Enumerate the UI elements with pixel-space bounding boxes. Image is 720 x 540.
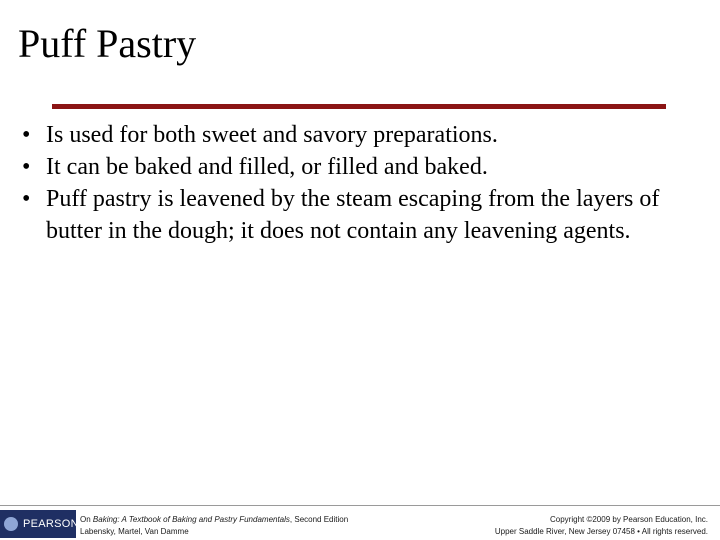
bullet-item [22, 119, 702, 151]
bullet-icon: • [22, 186, 31, 212]
pearson-logo [0, 510, 79, 538]
book-authors: Labensky, Martel, Van Damme [80, 527, 189, 536]
copyright-text: Copyright ©2009 by Pearson Education, Inc. [550, 515, 708, 524]
bullet-item [22, 183, 702, 247]
bullet-icon: • [22, 122, 31, 148]
pearson-logo-text: PEARSON [23, 518, 79, 530]
bullet-text: Is used for both sweet and savory preparations. [46, 122, 498, 148]
title-underline [52, 104, 666, 109]
book-edition: , Second Edition [289, 515, 349, 524]
bullet-text: Puff pastry is leavened by the steam escaping from the layers of butter in the dough; it does not contain any leavening agents. [46, 186, 660, 244]
book-citation [80, 514, 348, 526]
footer-citation [80, 514, 348, 538]
bullet-text: It can be baked and filled, or filled and baked. [46, 154, 488, 180]
bullet-item [22, 151, 702, 183]
slide-title: Puff Pastry [18, 21, 197, 66]
pearson-logo-icon [4, 517, 18, 531]
book-title: Baking: A Textbook of Baking and Pastry Fundamentals [92, 515, 290, 524]
publisher-address: Upper Saddle River, New Jersey 07458 • All rights reserved. [494, 527, 708, 536]
footer-copyright [495, 514, 708, 538]
book-prefix: On [80, 515, 93, 524]
bullet-list [22, 119, 702, 247]
footer-divider [0, 505, 720, 506]
bullet-icon: • [22, 154, 31, 180]
